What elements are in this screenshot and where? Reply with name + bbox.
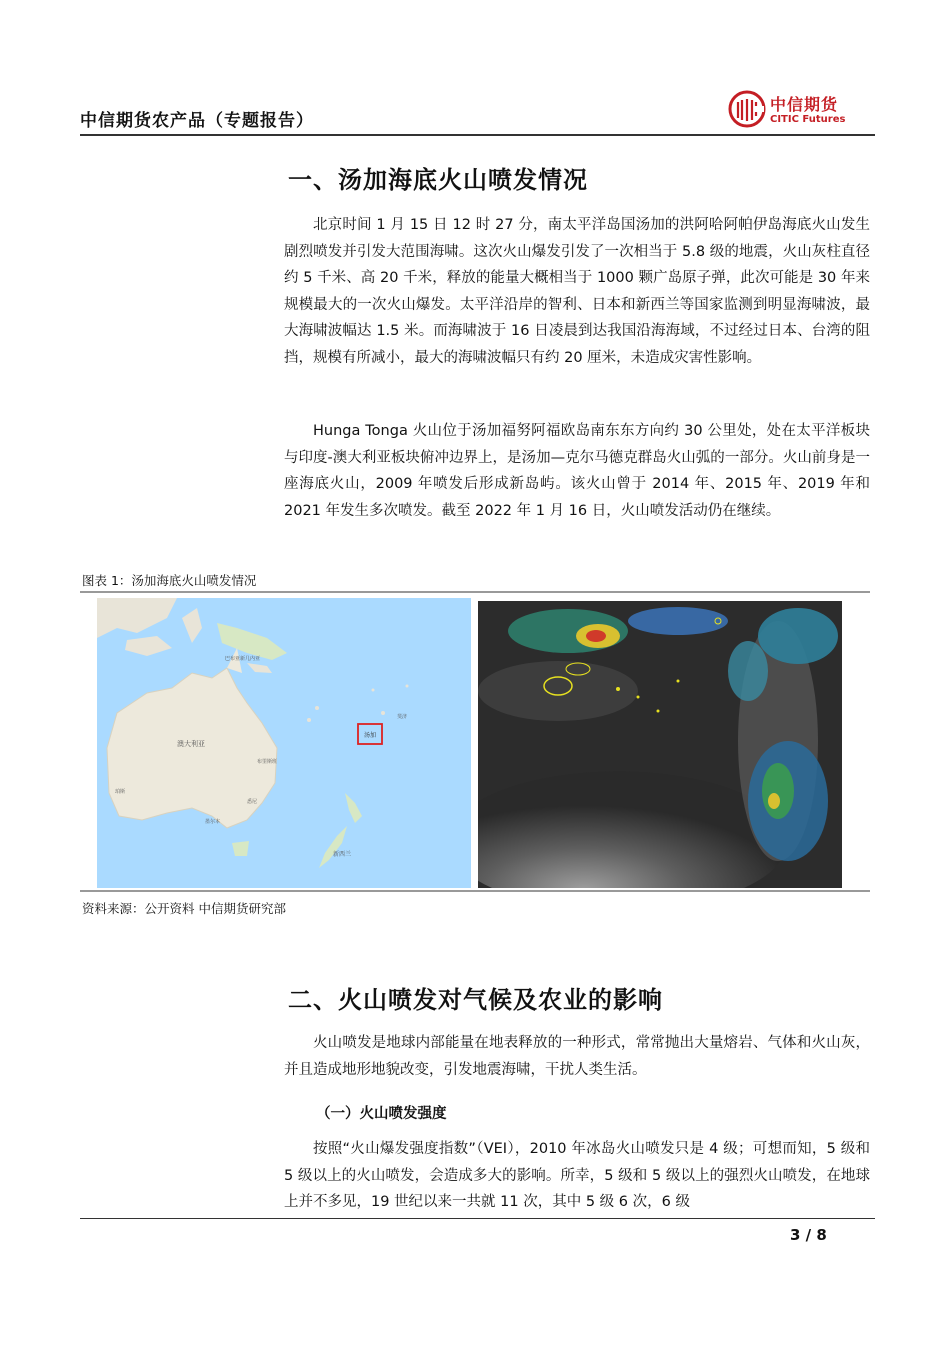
oceania-map-image [97, 598, 471, 888]
map-label-melbourne: 墨尔本 [205, 819, 221, 825]
map-label-sydney: 悉尼 [247, 799, 258, 805]
satellite-cloud-image [478, 601, 842, 888]
map-label-brisbane: 布里斯班 [257, 759, 278, 765]
logo-text-en: CITIC Futures [770, 114, 846, 125]
map-label-new-zealand: 新西兰 [333, 851, 352, 858]
section2-subheading: （一）火山喷发强度 [316, 1106, 447, 1122]
page-number: 3 / 8 [790, 1226, 827, 1244]
header-divider [80, 134, 875, 136]
figure-source: 资料来源：公开资料 中信期货研究部 [82, 901, 286, 916]
citic-logo-icon [728, 90, 766, 128]
map-label-australia: 澳大利亚 [177, 740, 205, 748]
section1-heading: 一、汤加海底火山喷发情况 [288, 166, 588, 194]
section1-paragraph-2: Hunga Tonga 火山位于汤加福努阿福欧岛南东东方向约 30 公里处，处在太平洋板块与印度-澳大利亚板块俯冲边界上，是汤加—克尔马德克群岛火山弧的一部分。火山前身是一座海底火山，2009 年喷发后形成新岛屿。该火山曾于 2014 年、2015 年、2019 年和 2021 年发生多次喷发。截至 2022 年 1 月 16 日，火山喷发活动仍在继续。 [284, 423, 870, 519]
citic-futures-logo [728, 90, 878, 130]
figure-caption: 图表 1：汤加海底火山喷发情况 [82, 573, 257, 588]
map-label-fiji: 斐济 [397, 714, 408, 720]
figure-top-rule [80, 591, 870, 593]
logo-text-cn: 中信期货 [770, 95, 839, 114]
map-label-perth: 珀斯 [115, 789, 126, 795]
map-label-tonga: 汤加 [363, 732, 377, 739]
footer-divider [80, 1218, 875, 1219]
section1-paragraph-1: 北京时间 1 月 15 日 12 时 27 分，南太平洋岛国汤加的洪阿哈阿帕伊岛海底火山发生剧烈喷发并引发大范围海啸。这次火山爆发引发了一次相当于 5.8 级的地震，火山灰柱直径约 5 千米、高 20 千米，释放的能量大概相当于 1000 颗广岛原子弹，此次可能是 30 年来规模最大的一次火山爆发。太平洋沿岸的智利、日本和新西兰等国家监测到明显海啸波，最大海啸波幅达 1.5 米。而海啸波于 16 日凌晨到达我国沿海海域，不过经过日本、台湾的阻挡，规模有所减小，最大的海啸波幅只有约 20 厘米，未造成灾害性影响。 [284, 217, 870, 366]
section2-paragraph-2: 按照“火山爆发强度指数”（VEI），2010 年冰岛火山喷发只是 4 级；可想而知，5 级和 5 级以上的火山喷发，会造成多大的影响。所幸，5 级和 5 级以上的强烈火山喷发，在地球上并不多见，19 世纪以来一共就 11 次，其中 5 级 6 次，6 级 [284, 1141, 870, 1210]
figure-bottom-rule [80, 890, 870, 892]
section2-heading: 二、火山喷发对气候及农业的影响 [288, 986, 663, 1014]
map-label-png: 巴布亚新几内亚 [225, 656, 261, 662]
section2-paragraph-1: 火山喷发是地球内部能量在地表释放的一种形式，常常抛出大量熔岩、气体和火山灰，并且造成地形地貌改变，引发地震海啸，干扰人类生活。 [284, 1035, 870, 1078]
report-header-title: 中信期货农产品（专题报告） [80, 111, 314, 131]
